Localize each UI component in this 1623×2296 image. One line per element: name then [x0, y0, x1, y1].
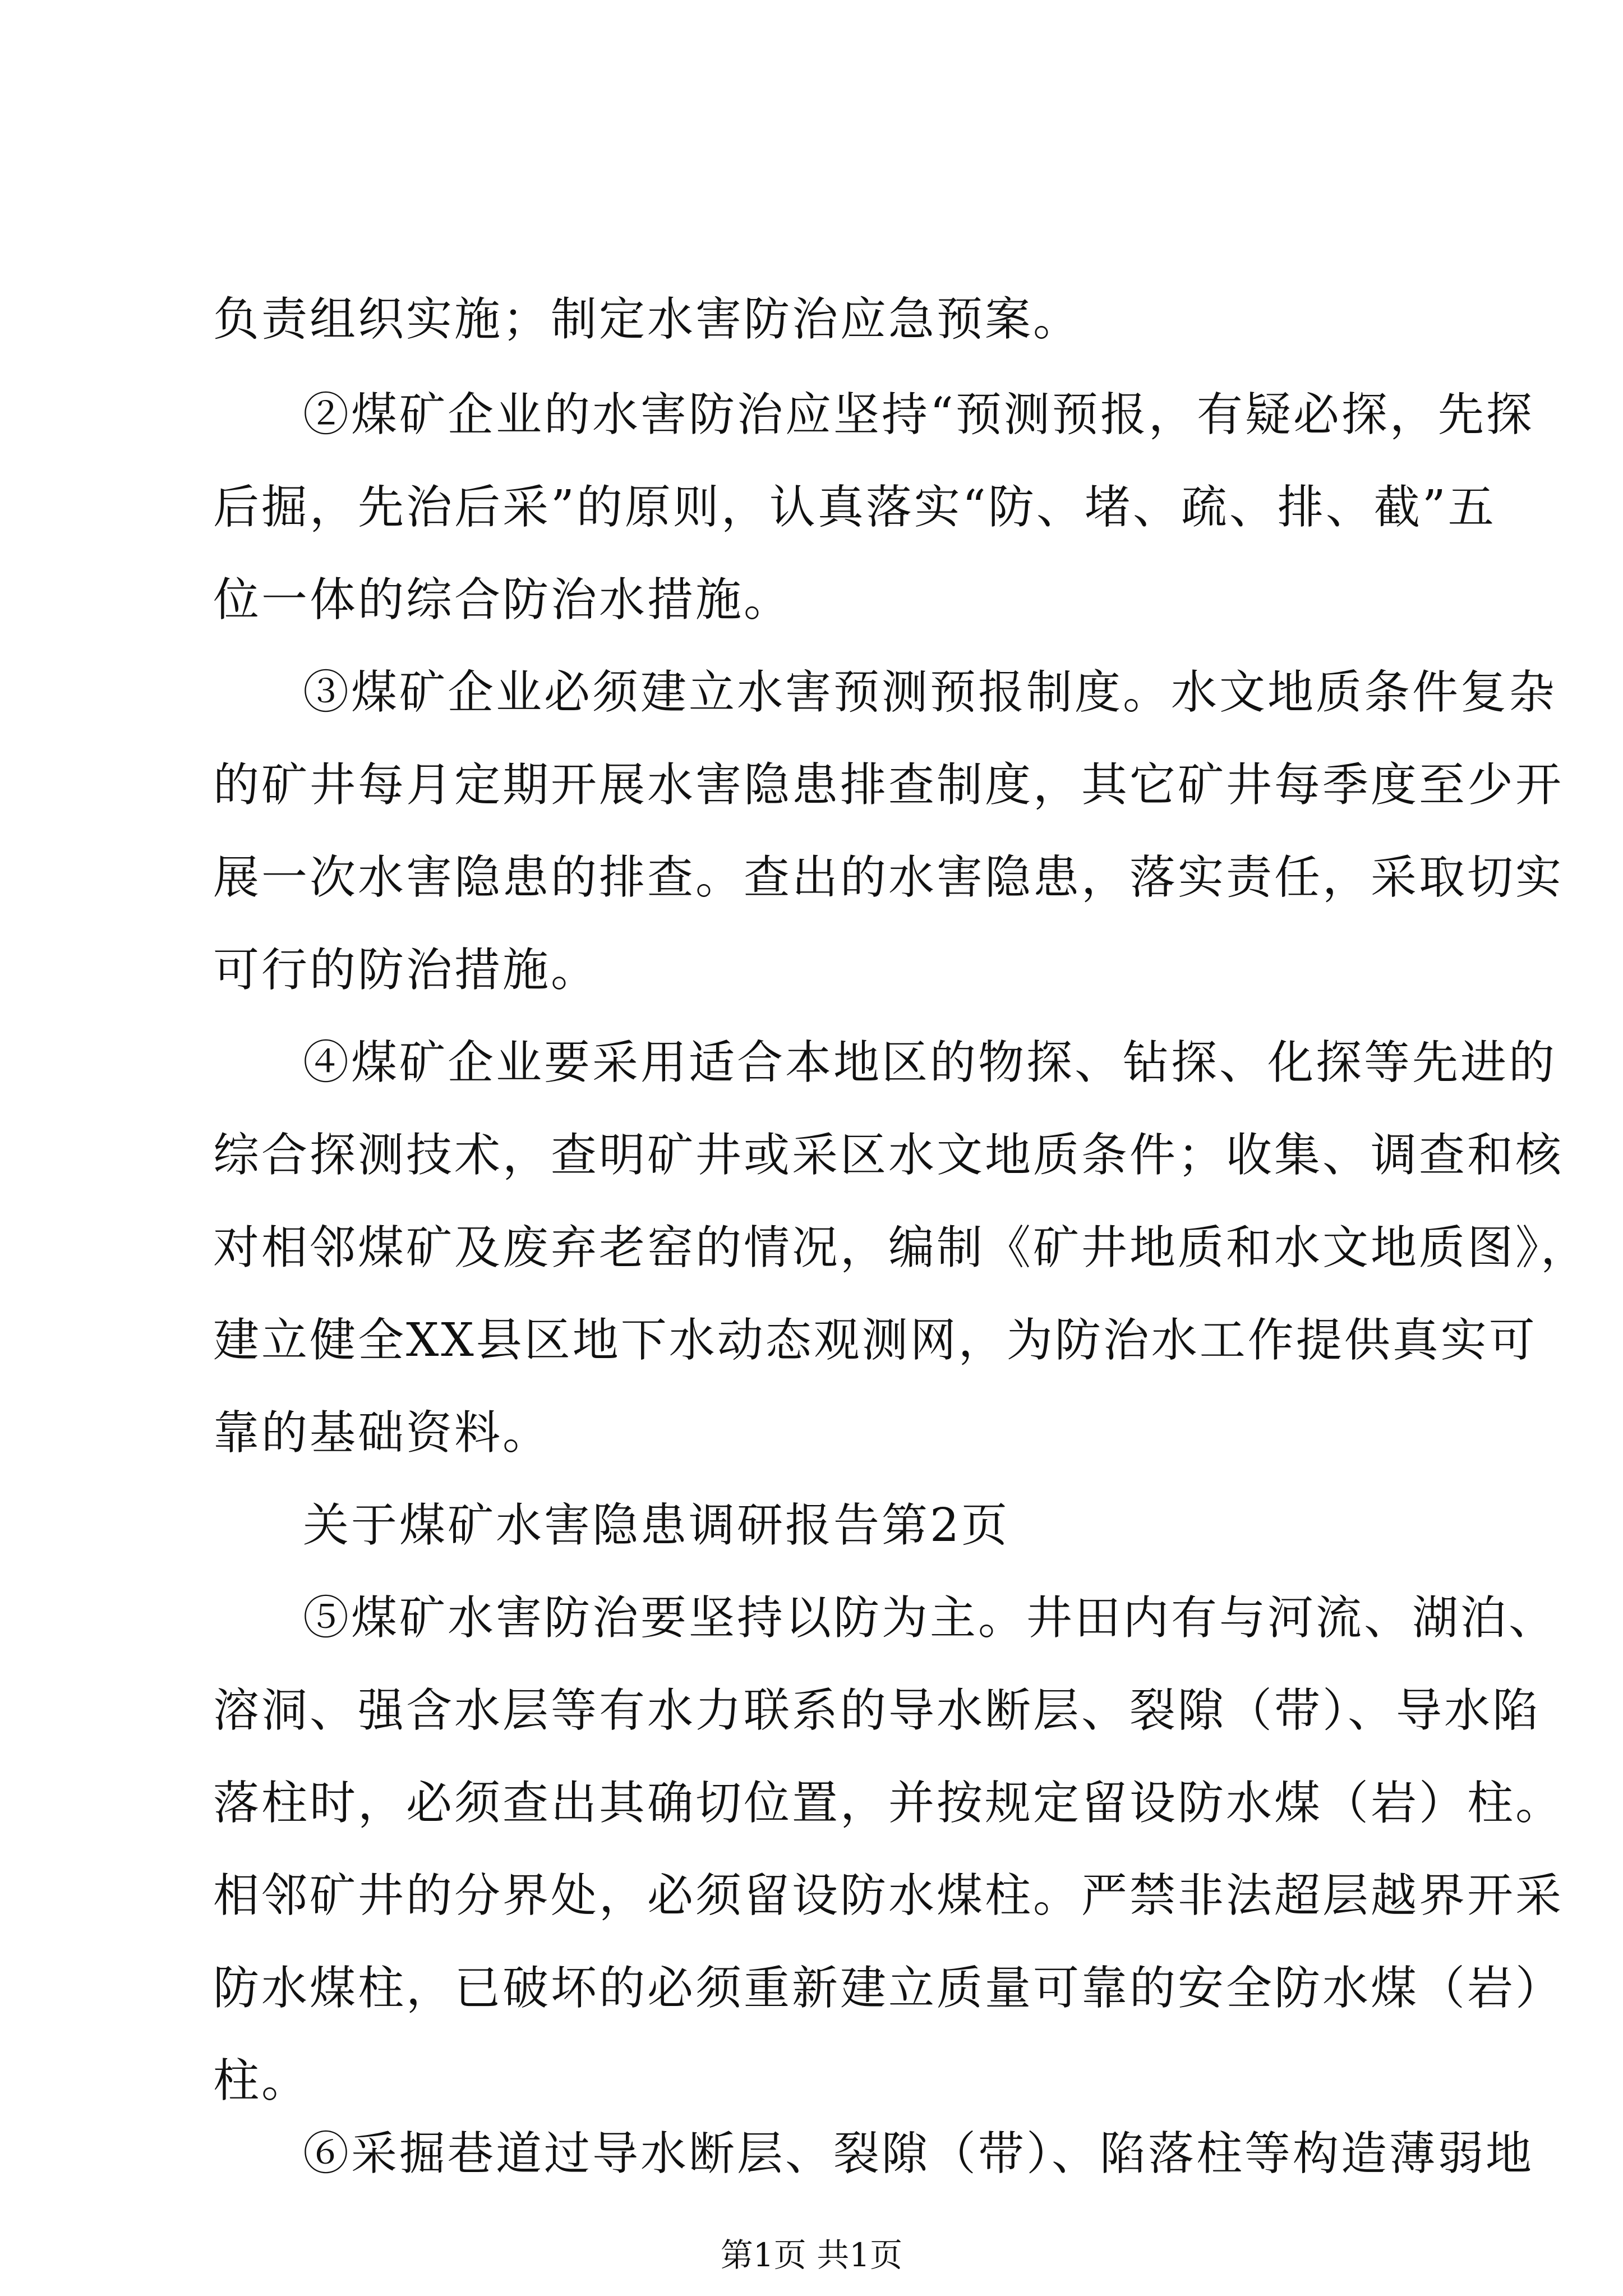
- page-footer: 第1页 共1页: [720, 2236, 903, 2274]
- paragraph-line-20: ⑥采掘巷道过导水断层、裂隙（带）、陷落柱等构造薄弱地: [303, 2127, 1534, 2180]
- paragraph-line-18: 防水煤柱，已破坏的必须重新建立质量可靠的安全防水煤（岩）: [213, 1962, 1564, 2015]
- paragraph-line-7: 展一次水害隐患的排查。查出的水害隐患，落实责任，采取切实: [213, 851, 1564, 904]
- paragraph-line-5: ③煤矿企业必须建立水害预测预报制度。水文地质条件复杂: [303, 666, 1557, 719]
- paragraph-line-14: ⑤煤矿水害防治要坚持以防为主。井田内有与河流、湖泊、: [303, 1591, 1557, 1645]
- paragraph-line-8: 可行的防治措施。: [213, 944, 600, 997]
- paragraph-line-12: 建立健全XX县区地下水动态观测网，为防治水工作提供真实可: [213, 1314, 1537, 1367]
- page-heading: 关于煤矿水害隐患调研报告第2页: [303, 1499, 1010, 1552]
- paragraph-line-15: 溶洞、强含水层等有水力联系的导水断层、裂隙（带）、导水陷: [213, 1684, 1541, 1737]
- paragraph-line-3: 后掘，先治后采”的原则，认真落实“防、堵、疏、排、截”五: [213, 481, 1496, 534]
- paragraph-line-13: 靠的基础资料。: [213, 1406, 551, 1460]
- paragraph-line-10: 综合探测技术，查明矿井或采区水文地质条件；收集、调查和核: [213, 1129, 1564, 1182]
- paragraph-line-16: 落柱时，必须查出其确切位置，并按规定留设防水煤（岩）柱。: [213, 1777, 1564, 1830]
- paragraph-line-9: ④煤矿企业要采用适合本地区的物探、钻探、化探等先进的: [303, 1036, 1557, 1089]
- paragraph-line-2: ②煤矿企业的水害防治应坚持“预测预报，有疑必探，先探: [303, 388, 1534, 441]
- paragraph-line-17: 相邻矿井的分界处，必须留设防水煤柱。严禁非法超层越界开采: [213, 1869, 1564, 1922]
- paragraph-line-1: 负责组织实施；制定水害防治应急预案。: [213, 293, 1082, 346]
- paragraph-line-4: 位一体的综合防治水措施。: [213, 573, 792, 627]
- paragraph-line-6: 的矿井每月定期开展水害隐患排查制度，其它矿井每季度至少开: [213, 758, 1564, 812]
- paragraph-line-19: 柱。: [213, 2054, 310, 2108]
- paragraph-line-11: 对相邻煤矿及废弃老窑的情况，编制《矿井地质和水文地质图》，: [213, 1221, 1589, 1274]
